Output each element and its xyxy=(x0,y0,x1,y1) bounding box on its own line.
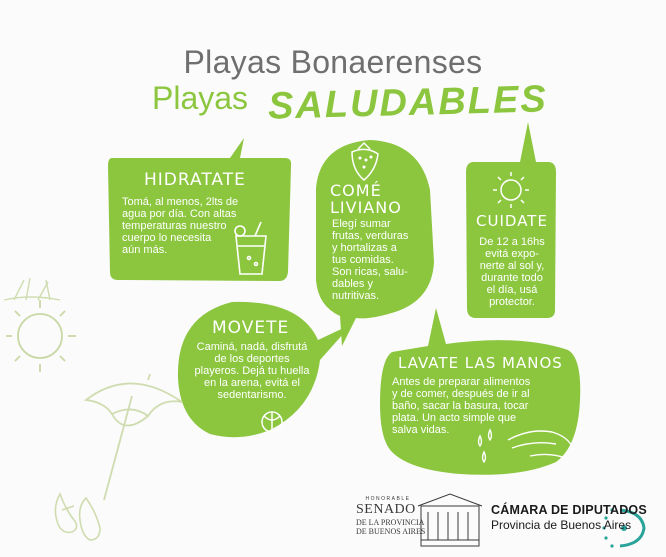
hidratate-line: aún más. xyxy=(122,244,168,256)
cuidate-line: el día, usá xyxy=(486,284,538,296)
lavate-line: y de comer, después de ir al xyxy=(392,388,530,400)
umbrella-icon xyxy=(86,374,182,500)
hidratate-line: agua por día. Con altas xyxy=(122,208,237,220)
lavate-line: salva vidas. xyxy=(392,424,450,436)
movete-line: Caminá, nadá, disfrutá xyxy=(196,341,308,353)
sandals-icon xyxy=(55,494,100,540)
camara-title: CÁMARA DE DIPUTADOS xyxy=(491,503,647,517)
cuidate-line: De 12 a 16hs xyxy=(479,236,545,248)
camara-subtitle: Provincia de Buenos Aires xyxy=(491,518,632,532)
movete-line: en la arena, evitá el xyxy=(203,377,300,389)
senado-building-icon xyxy=(418,494,482,546)
cuidate-line: protector. xyxy=(489,296,535,308)
card-hidratate xyxy=(144,170,284,190)
lavate-line: plata. Un acto simple que xyxy=(392,412,517,424)
senado-logo xyxy=(356,496,425,536)
cuidate-line: nerte al sol y, xyxy=(479,260,545,272)
senado-line-3: DE BUENOS AIRES xyxy=(356,527,426,536)
come-line: dables y xyxy=(332,278,373,290)
cuidate-line: evitá expo- xyxy=(485,248,539,260)
come-line: Son ricas, salu- xyxy=(332,266,408,278)
card-movete xyxy=(212,318,312,338)
movete-heading: MOVETE xyxy=(212,318,290,338)
page-subtitle-word: Playas xyxy=(152,80,249,116)
movete-line: playeros. Dejá tu huella xyxy=(194,365,310,377)
come-line: tus comidas. xyxy=(332,254,394,266)
hidratate-heading: HIDRATATE xyxy=(144,170,246,190)
hidratate-line: Tomá, al menos, 2lts de xyxy=(122,196,239,208)
hidratate-line: cuerpo lo necesita xyxy=(122,232,212,244)
card-cuidate xyxy=(470,212,554,230)
hidratate-line: temperaturas nuestro xyxy=(122,220,227,232)
come-body xyxy=(332,218,428,302)
page-subtitle-script: SALUDABLES xyxy=(267,78,549,128)
senado-small-text: HONORABLE xyxy=(365,496,411,502)
movete-line: sedentarismo. xyxy=(217,389,287,401)
card-come-liviano xyxy=(330,182,430,216)
come-heading-2: LIVIANO xyxy=(330,198,402,217)
lavate-heading: LAVATE LAS MANOS xyxy=(398,354,563,372)
hidratate-body xyxy=(122,196,282,256)
lavate-line: Antes de preparar alimentos xyxy=(392,376,531,388)
cuidate-line: durante todo xyxy=(481,272,543,284)
come-line: y hortalizas a xyxy=(332,242,397,254)
cuidate-heading: CUIDATE xyxy=(476,212,548,230)
come-line: Elegí sumar xyxy=(332,218,391,230)
senado-line-2: DE LA PROVINCIA xyxy=(356,518,425,527)
camara-logo xyxy=(491,503,647,532)
come-line: nutritivas. xyxy=(332,290,380,302)
sun-icon xyxy=(6,300,76,372)
movete-line: de los deportes xyxy=(214,353,290,365)
lavate-line: baño, sacar la basura, tocar xyxy=(392,400,529,412)
card-lavate xyxy=(398,354,568,372)
grass-icon xyxy=(4,278,60,300)
movete-body xyxy=(186,341,318,401)
cuidate-body xyxy=(470,236,554,308)
lavate-body xyxy=(392,376,570,436)
page-title: Playas Bonaerenses xyxy=(183,44,483,80)
come-line: frutas, verduras xyxy=(332,230,409,242)
come-heading-1: COMÉ xyxy=(330,181,382,200)
senado-title: SENADO xyxy=(356,502,416,517)
